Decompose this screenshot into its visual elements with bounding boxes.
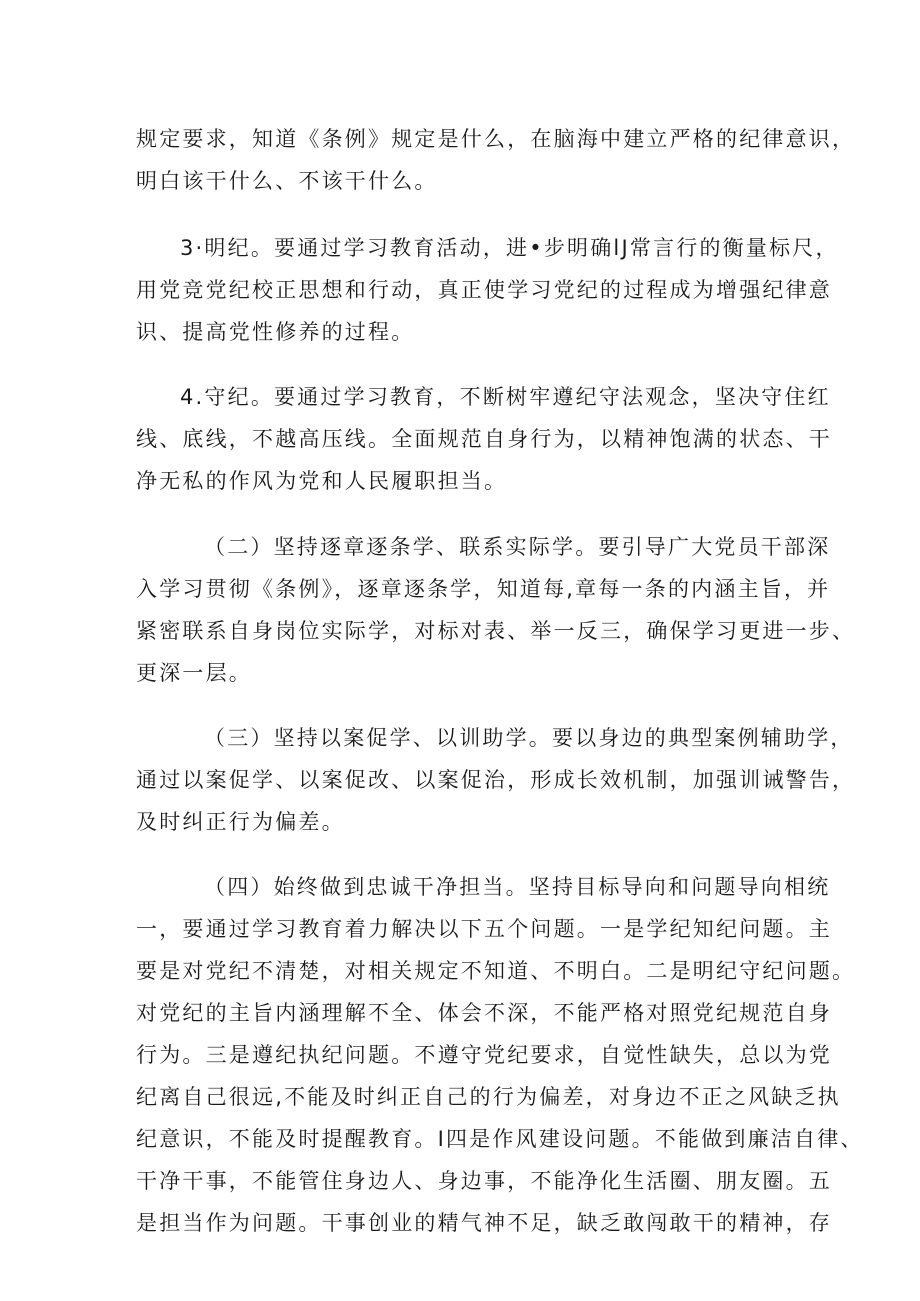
section-4-heading-line: （四）始终做到忠诚干净担当。坚持目标导向和问题导向相统: [204, 875, 831, 899]
text-line-18: 要是对党纪不清楚，对相关规定不知道、不明白。二是明纪守纪问题。: [136, 959, 856, 983]
section-3-heading-line: （三）坚持以案促学、以训助学。要以身边的典型案例辅助学，: [204, 726, 854, 750]
text-line-5: 识、提高党性修养的过程。: [136, 320, 415, 344]
text-line-11: 紧密联系自身岗位实际学，对标对表、举一反三，确保学习更进一步、: [136, 619, 856, 643]
text-line-15: 及时纠正行为偏差。: [136, 810, 345, 834]
item-3-heading-line: 3·明纪。要通过学习教育活动，进•步明确lJ常言行的衡量标尺，: [180, 236, 839, 260]
text-line-19: 对党纪的主旨内涵理解不全、体会不深，不能严格对照党纪规范自身: [136, 1001, 832, 1025]
text-line-2: 明白该干什么、不该干什么。: [136, 169, 438, 193]
item-4-heading-line: 4.守纪。要通过学习教育，不断树牢遵纪守法观念，坚决守住红: [180, 385, 831, 409]
text-line-7: 线、底线，不越高压线。全面规范自身行为，以精神饱满的状态、干: [136, 427, 832, 451]
text-line-23: 干净干事，不能管住身边人、身边事，不能净化生活圈、朋友圈。五: [136, 1169, 832, 1193]
section-2-heading-line: （二）坚持逐章逐条学、联系实际学。要引导广大党员干部深: [204, 535, 831, 559]
text-line-17: 一，要通过学习教育着力解决以下五个问题。一是学纪知纪问题。主: [136, 917, 832, 941]
text-line-8: 净无私的作风为党和人民履职担当。: [136, 469, 508, 493]
text-line-21: 纪离自己很远,不能及时纠正自己的行为偏差，对身边不正之风缺乏执: [136, 1085, 841, 1109]
text-line-4: 用党竞党纪校正思想和行动，真正使学习党纪的过程成为增强纪律意: [136, 278, 832, 302]
text-line-1: 规定要求，知道《条例》规定是什么，在脑海中建立严格的纪律意识，: [136, 127, 856, 151]
text-line-14: 通过以案促学、以案促改、以案促治，形成长效机制，加强训诫警告，: [136, 768, 856, 792]
text-line-20: 行为。三是遵纪执纪问题。不遵守党纪要求，自觉性缺失，总以为党: [136, 1043, 832, 1067]
text-line-22: 纪意识，不能及时提醒教育。I四是作风建设问题。不能做到廉洁自律、: [136, 1127, 864, 1151]
text-line-10: 入学习贯彻《条例》，逐章逐条学，知道每,章每一条的内涵主旨，并: [136, 577, 831, 601]
text-line-12: 更深一层。: [136, 661, 252, 685]
text-line-24: 是担当作为问题。干事创业的精气神不足，缺乏敢闯敢干的精神，存: [136, 1211, 832, 1235]
